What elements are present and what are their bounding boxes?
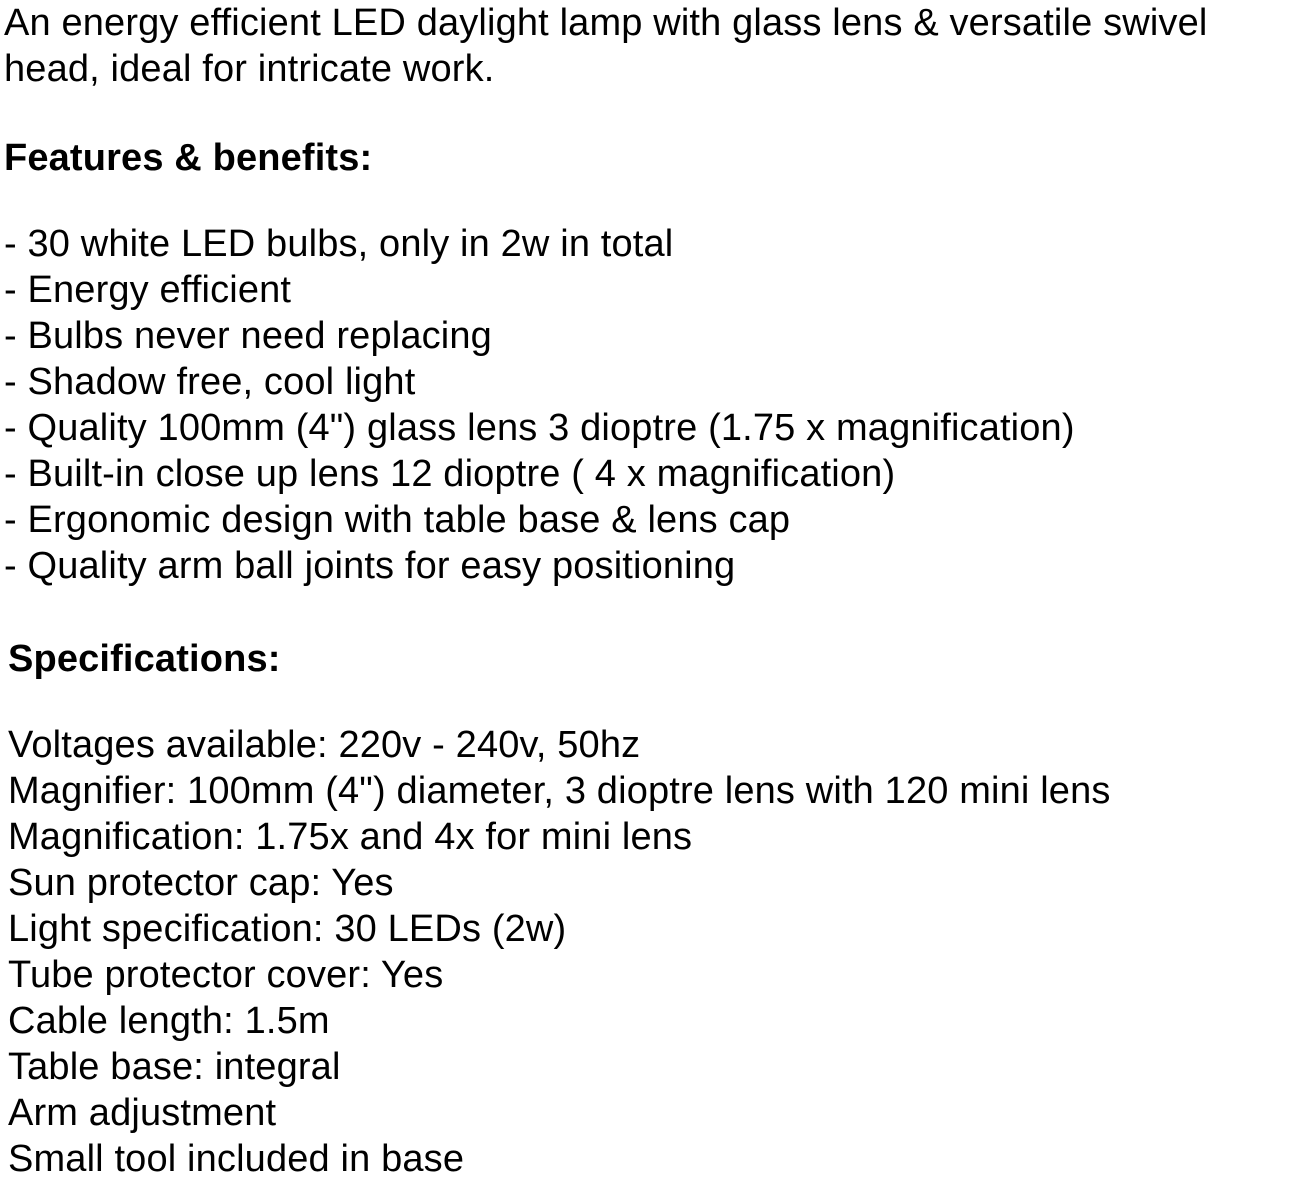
feature-item: - Built-in close up lens 12 dioptre ( 4 x magnification) bbox=[4, 453, 896, 495]
spec-item: Cable length: 1.5m bbox=[8, 1000, 330, 1042]
spec-item: Magnifier: 100mm (4") diameter, 3 dioptre lens with 120 mini lens bbox=[8, 770, 1111, 812]
spec-item: Arm adjustment bbox=[8, 1092, 277, 1134]
feature-item: - Shadow free, cool light bbox=[4, 361, 416, 403]
spec-item: Small tool included in base bbox=[8, 1138, 465, 1180]
feature-item: - Quality arm ball joints for easy positioning bbox=[4, 545, 736, 587]
feature-item: - Energy efficient bbox=[4, 269, 292, 311]
spec-item: Voltages available: 220v - 240v, 50hz bbox=[8, 724, 641, 766]
features-heading: Features & benefits: bbox=[4, 137, 373, 179]
spec-item: Table base: integral bbox=[8, 1046, 341, 1088]
spec-item: Light specification: 30 LEDs (2w) bbox=[8, 908, 567, 950]
feature-item: - Ergonomic design with table base & lens cap bbox=[4, 499, 791, 541]
feature-item: - Quality 100mm (4") glass lens 3 dioptre (1.75 x magnification) bbox=[4, 407, 1075, 449]
spec-item: Magnification: 1.75x and 4x for mini lens bbox=[8, 816, 693, 858]
spec-item: Tube protector cover: Yes bbox=[8, 954, 444, 996]
spec-item: Sun protector cap: Yes bbox=[8, 862, 394, 904]
intro-line-2: head, ideal for intricate work. bbox=[4, 48, 495, 90]
feature-item: - Bulbs never need replacing bbox=[4, 315, 492, 357]
feature-item: - 30 white LED bulbs, only in 2w in total bbox=[4, 223, 674, 265]
specifications-heading: Specifications: bbox=[8, 638, 281, 680]
intro-line-1: An energy efficient LED daylight lamp with glass lens & versatile swivel bbox=[4, 2, 1208, 44]
